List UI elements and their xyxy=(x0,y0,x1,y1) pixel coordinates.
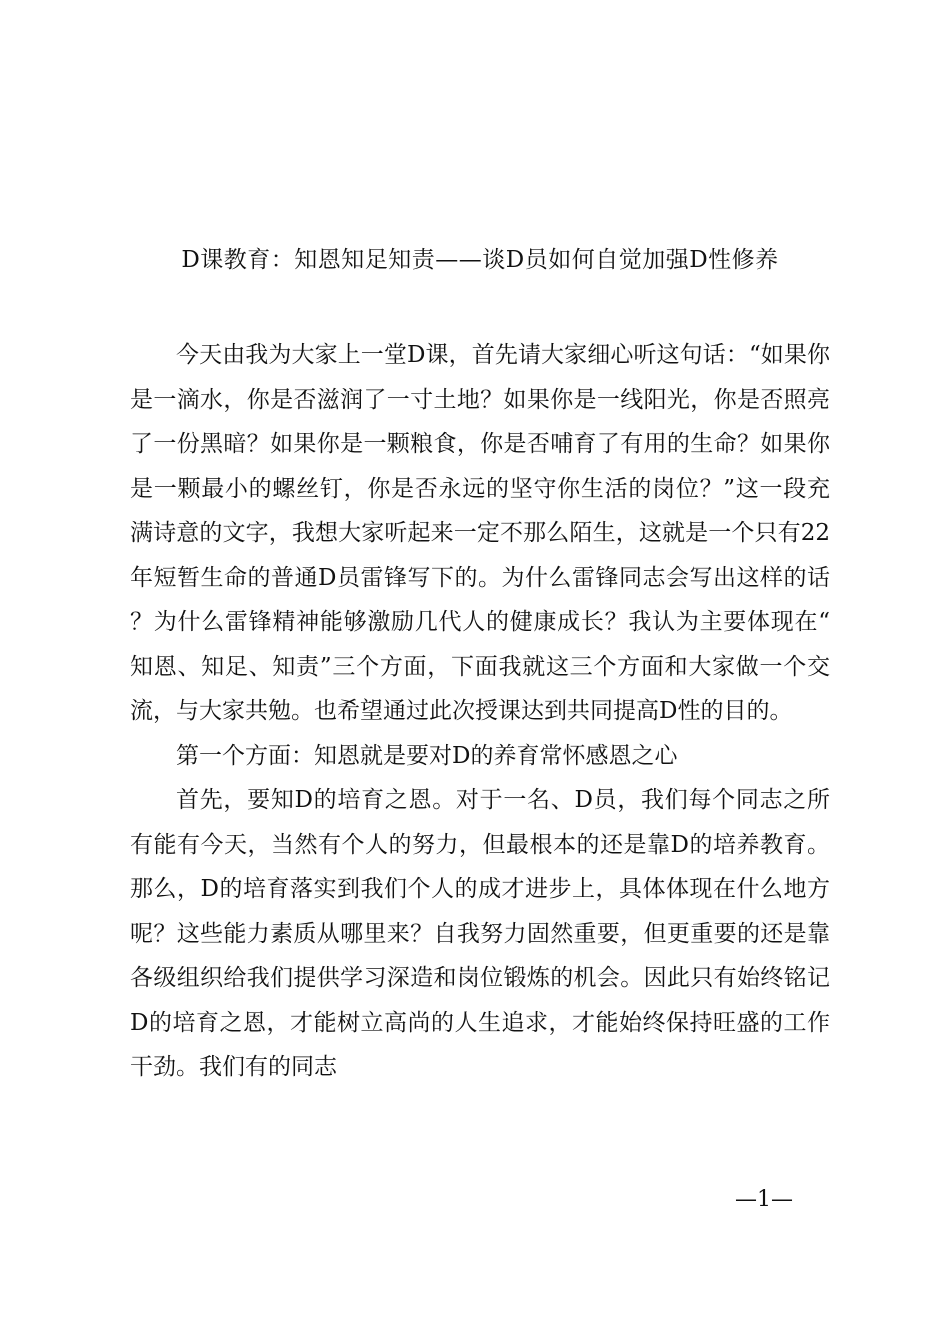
page-number: —1— xyxy=(735,1187,793,1212)
paragraph-section-heading: 第一个方面：知恩就是要对D的养育常怀感恩之心 xyxy=(176,742,678,769)
paragraph-intro: 今天由我为大家上一堂D课，首先请大家细心听这句话：“如果你是一滴水，你是否滋润了一寸土地？如果你是一线阳光，你是否照亮了一份黑暗？如果你是一颗粮食，你是否哺育了有用的生命？如果你是一颗最小的螺丝钉，你是否永远的坚守你生活的岗位？”这一段充满诗意的文字，我想大家听起来一定不那么陌生，这就是一个只有22年短暂生命的普通D员雷锋写下的。为什么雷锋同志会写出这样的话？为什么雷锋精神能够激励几代人的健康成长？我认为主要体现在“知恩、知足、知责”三个方面，下面我就这三个方面和大家做一个交流，与大家共勉。也希望通过此次授课达到共同提高D性的目的。 xyxy=(130,342,830,724)
document-title: D课教育：知恩知足知责——谈D员如何自觉加强D性修养 xyxy=(181,247,779,273)
document-body xyxy=(130,333,830,1090)
paragraph-gratitude: 首先，要知D的培育之恩。对于一名、D员，我们每个同志之所有能有今天，当然有个人的努力，但最根本的还是靠D的培养教育。那么，D的培育落实到我们个人的成才进步上，具体体现在什么地方呢？这些能力素质从哪里来？自我努力固然重要，但更重要的还是靠各级组织给我们提供学习深造和岗位锻炼的机会。因此只有始终铭记D的培育之恩，才能树立高尚的人生追求，才能始终保持旺盛的工作干劲。我们有的同志 xyxy=(130,787,830,1080)
